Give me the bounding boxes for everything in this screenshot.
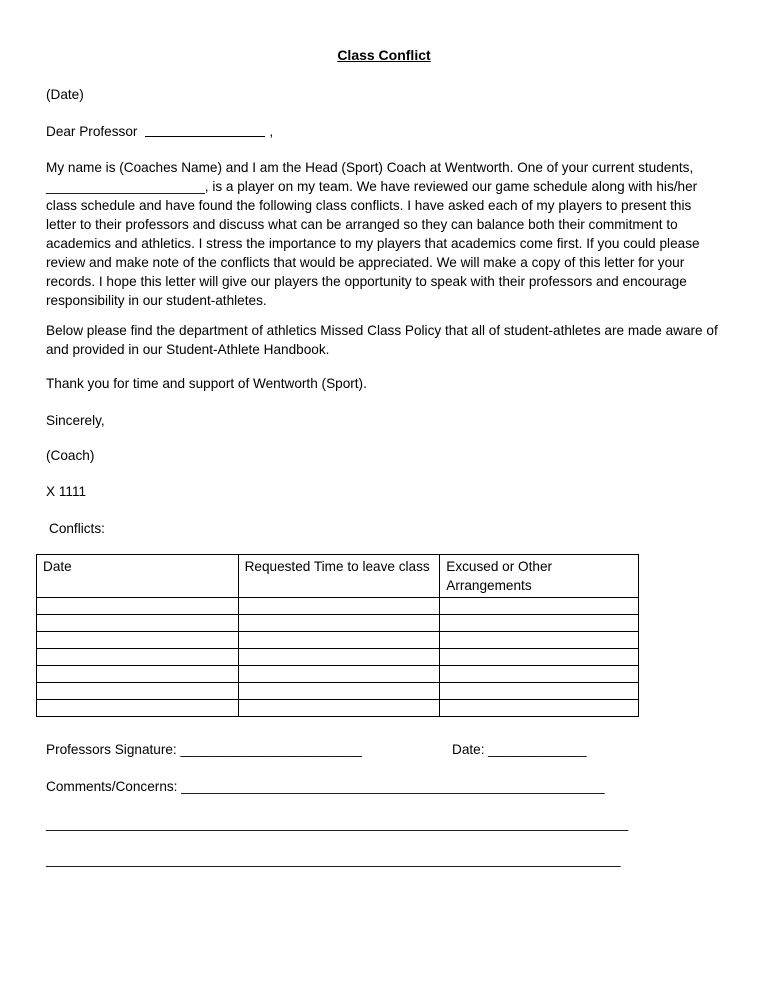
table-row xyxy=(37,649,639,666)
date-placeholder: (Date) xyxy=(46,87,84,102)
table-cell[interactable] xyxy=(440,598,639,615)
table-cell[interactable] xyxy=(238,632,440,649)
closing-line: Sincerely, xyxy=(46,413,105,428)
table-cell[interactable] xyxy=(440,683,639,700)
conflicts-label: Conflicts: xyxy=(49,521,105,536)
thanks-line: Thank you for time and support of Wentworth (Sport). xyxy=(46,376,367,391)
professor-name-blank xyxy=(145,122,265,137)
signature-date-field[interactable]: Date: _____________ xyxy=(452,742,587,757)
comments-line-1[interactable]: _____________________________________________________________________________ xyxy=(46,816,629,831)
table-cell[interactable] xyxy=(37,615,239,632)
table-row xyxy=(37,615,639,632)
table-cell[interactable] xyxy=(238,666,440,683)
table-row xyxy=(37,666,639,683)
header-excused: Excused or Other Arrangements xyxy=(440,555,639,598)
table-cell[interactable] xyxy=(37,598,239,615)
table-cell[interactable] xyxy=(440,615,639,632)
comments-field[interactable]: Comments/Concerns: ________________________________________________________ xyxy=(46,779,605,794)
signature-row xyxy=(46,742,722,757)
table-row xyxy=(37,700,639,717)
table-cell[interactable] xyxy=(238,700,440,717)
professor-signature-field[interactable]: Professors Signature: ________________________ xyxy=(46,742,362,757)
table-cell[interactable] xyxy=(37,666,239,683)
table-cell[interactable] xyxy=(440,700,639,717)
conflicts-table xyxy=(36,554,639,717)
table-header-row xyxy=(37,555,639,598)
table-row xyxy=(37,632,639,649)
table-cell[interactable] xyxy=(238,649,440,666)
table-cell[interactable] xyxy=(238,683,440,700)
salutation-line xyxy=(46,122,273,139)
table-cell[interactable] xyxy=(440,632,639,649)
table-cell[interactable] xyxy=(440,649,639,666)
salutation-suffix: , xyxy=(269,124,274,139)
salutation-text: Dear Professor xyxy=(46,124,138,139)
header-date: Date xyxy=(37,555,239,598)
table-cell[interactable] xyxy=(238,615,440,632)
signer-line: (Coach) xyxy=(46,448,95,463)
extension-line: X 1111 xyxy=(46,484,87,499)
table-row xyxy=(37,683,639,700)
comments-line-2[interactable]: ____________________________________________________________________________ xyxy=(46,852,621,867)
policy-paragraph: Below please find the department of athletics Missed Class Policy that all of student-athletes are made aware of and provided in our Student-Athlete Handbook. xyxy=(46,323,718,357)
document-title: Class Conflict xyxy=(337,47,431,63)
table-cell[interactable] xyxy=(238,598,440,615)
table-row xyxy=(37,598,639,615)
table-cell[interactable] xyxy=(37,632,239,649)
table-cell[interactable] xyxy=(37,700,239,717)
table-cell[interactable] xyxy=(440,666,639,683)
header-requested-time: Requested Time to leave class xyxy=(238,555,440,598)
table-cell[interactable] xyxy=(37,683,239,700)
body-paragraph: My name is (Coaches Name) and I am the Head (Sport) Coach at Wentworth. One of your current students, _____________________, is a player on my team. We have reviewed our game schedule along with his/her class schedule and have found the following class conflicts. I have asked each of my players to present this letter to their professors and discuss what can be arranged so they can balance both their commitment to academics and athletics. I stress the importance to my players that academics come first. If you could please review and make note of the conflicts that would be appreciated. We will make a copy of this letter for your records. I hope this letter will give our players the opportunity to speak with their professors and encourage responsibility in our student-athletes. xyxy=(46,160,700,308)
table-cell[interactable] xyxy=(37,649,239,666)
